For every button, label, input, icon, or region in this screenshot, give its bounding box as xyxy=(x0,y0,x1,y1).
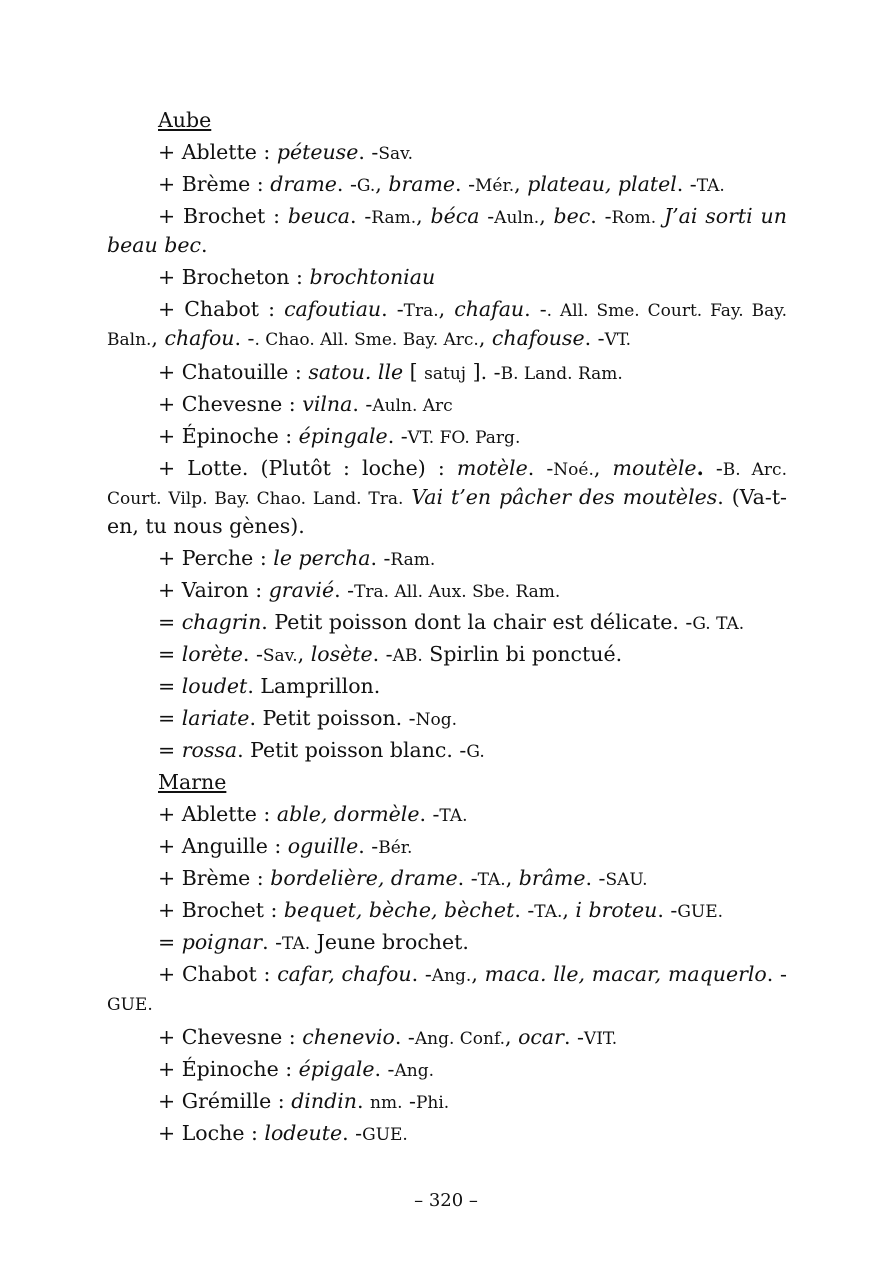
dictionary-entry: + Épinoche : épigale. -Ang. xyxy=(158,1057,434,1081)
dictionary-entry: + Ablette : able, dormèle. -TA. xyxy=(158,802,468,826)
dictionary-entry: = lariate. Petit poisson. -Nog. xyxy=(158,706,457,730)
dictionary-entry: + Ablette : péteuse. -Sav. xyxy=(158,140,414,164)
dictionary-entry: = lorète. -Sav., losète. -AB. Spirlin bi ponctué. xyxy=(158,642,623,666)
dictionary-entry: + Lotte. (Plutôt : loche) : motèle. -Noé., moutèle. -B. Arc. Court. Vilp. Bay. Chao. Land. Tra. Vai t’en pâcher des moutèles. (Va-t-en, tu nous gènes). xyxy=(107,456,787,538)
dictionary-entry: + Grémille : dindin. nm. -Phi. xyxy=(158,1089,450,1113)
dictionary-entry: = chagrin. Petit poisson dont la chair est délicate. -G. TA. xyxy=(158,610,745,634)
section-heading: Aube xyxy=(158,108,212,132)
dictionary-entry: + Chevesne : vilna. -Auln. Arc xyxy=(158,392,453,416)
dictionary-entry: + Loche : lodeute. -GUE. xyxy=(158,1121,408,1145)
dictionary-entry: + Perche : le percha. -Ram. xyxy=(158,546,436,570)
dictionary-entry: + Épinoche : épingale. -VT. FO. Parg. xyxy=(158,424,521,448)
dictionary-entry: + Chabot : cafoutiau. -Tra., chafau. -. All. Sme. Court. Fay. Bay. Baln., chafou. -. Chao. All. Sme. Bay. Arc., chafouse. -VT. xyxy=(107,297,787,350)
dictionary-entry: + Brochet : bequet, bèche, bèchet. -TA., i broteu. -GUE. xyxy=(158,898,724,922)
dictionary-entry: + Brocheton : brochtoniau xyxy=(158,265,436,289)
dictionary-entry: = rossa. Petit poisson blanc. -G. xyxy=(158,738,485,762)
dictionary-entry: = loudet. Lamprillon. xyxy=(158,674,381,698)
dictionary-entry: + Brochet : beuca. -Ram., béca -Auln., bec. -Rom. J’ai sorti un beau bec. xyxy=(107,204,787,257)
dictionary-entry: + Vairon : gravié. -Tra. All. Aux. Sbe. Ram. xyxy=(158,578,561,602)
dictionary-entry: + Chevesne : chenevio. -Ang. Conf., ocar. -VIT. xyxy=(158,1025,618,1049)
dictionary-entry: + Anguille : oguille. -Bér. xyxy=(158,834,413,858)
dictionary-entry: = poignar. -TA. Jeune brochet. xyxy=(158,930,469,954)
dictionary-entry: + Brème : drame. -G., brame. -Mér., plateau, platel. -TA. xyxy=(158,172,725,196)
dictionary-entry: + Chabot : cafar, chafou. -Ang., maca. lle, macar, maquerlo. -GUE. xyxy=(107,962,787,1015)
page-number: – 320 – xyxy=(414,1190,478,1211)
dictionary-entry: + Brème : bordelière, drame. -TA., brâme. -SAU. xyxy=(158,866,648,890)
section-heading: Marne xyxy=(158,770,227,794)
page-body xyxy=(107,104,787,1149)
dictionary-entry: + Chatouille : satou. lle [ satuj ]. -B. Land. Ram. xyxy=(158,360,623,384)
